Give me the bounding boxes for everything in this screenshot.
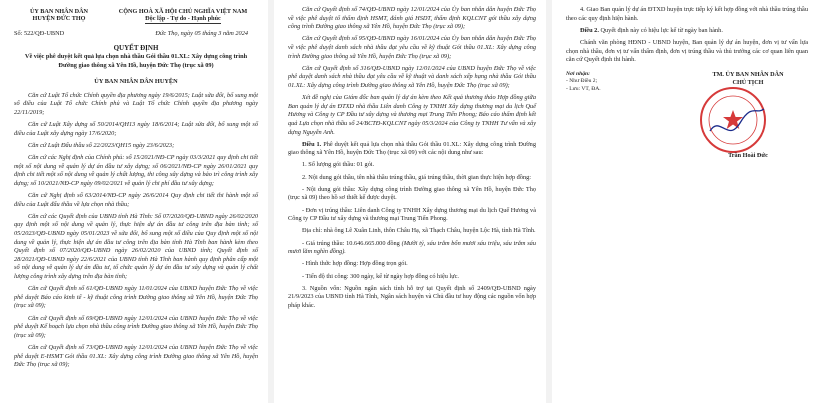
issuing-body: ỦY BAN NHÂN DÂN HUYỆN	[94, 78, 178, 86]
article-1-text: Phê duyệt kết quả lựa chọn nhà thầu Gói thầu 01.XL: Xây dựng công trình Đường giao thông xã Yên Hồ, huyện Đức Thọ (trục xã 09) với các nội dung như sau:	[288, 140, 536, 157]
article-item: - Tiến độ thi công: 300 ngày, kể từ ngày hợp đồng có hiệu lực.	[302, 272, 460, 280]
legal-basis-paragraph: Căn cứ các Nghị định của Chính phủ: số 15/2021/NĐ-CP ngày 03/3/2021 quy định chi tiết một số nội dung về quản lý dự án đầu tư xây dựng; số 06/2021/NĐ-CP ngày 26/01/2021 quy định chi tiết một số nội dung về quản lý chất lượng, thi công xây dựng và bảo trì công trình xây dựng; số 10/2021/NĐ-CP ngày 09/02/2021 về quản lý chi phí đầu tư xây dựng;	[14, 154, 258, 187]
national-motto	[108, 8, 258, 24]
legal-basis-paragraph: Căn cứ các Quyết định của UBND tỉnh Hà Tĩnh: Số 07/2020/QĐ-UBND ngày 26/02/2020 quy định một số nội dung về quản lý, thực hiện dự án đầu tư công trên địa bàn tỉnh; số 05/2023/QĐ-UBND ngày 05/01/2023 về sửa đổi, bổ sung một số điều của Quy định một số nội dung về quản lý, thực hiện dự án đầu tư công trên địa bàn tỉnh Hà Tĩnh ban hành kèm theo Quyết định số 07/2020/QĐ-UBND ngày 26/02/2020 của UBND tỉnh; Quyết định số 28/2021/QĐ-UBND ngày 22/6/2021 của UBND tỉnh Hà Tĩnh ban hành quy định phân cấp một số nội dung về quản lý dự án đầu tư, tổ chức quản lý dự án đầu tư xây dựng và quản lý chất lượng công trình xây dựng trên địa bàn tỉnh;	[14, 212, 258, 281]
article-item: - Hình thức hợp đồng: Hợp đồng trọn gói.	[302, 260, 408, 268]
legal-basis-paragraph: Căn cứ Quyết định số 73/QĐ-UBND ngày 12/01/2024 của UBND huyện Đức Thọ về việc phê duyệt E-HSMT Gói thầu 01.XL: Xây dựng công trình Đường giao thông xã Yên Hồ, huyện Đức Thọ (trục xã 09);	[14, 343, 258, 369]
article-2	[566, 27, 808, 36]
agency-line-1: ỦY BAN NHÂN DÂN	[29, 8, 89, 15]
agency-line-2: HUYỆN ĐỨC THỌ	[32, 15, 86, 23]
article-item: 1. Số lượng gói thầu: 01 gói.	[302, 161, 375, 169]
nation-line-2: Độc lập - Tự do - Hạnh phúc	[145, 15, 221, 23]
article-item: 4. Giao Ban quản lý dự án ĐTXD huyện trực tiếp ký kết hợp đồng với nhà thầu trúng thầu theo các quy định hiện hành.	[566, 6, 808, 22]
legal-basis-paragraph: Căn cứ Luật Xây dựng số 50/2014/QH13 ngày 18/6/2014; Luật sửa đổi, bổ sung một số điều của Luật xây dựng ngày 17/6/2020;	[14, 121, 258, 137]
signatory-role-2: CHỦ TỊCH	[732, 78, 764, 86]
official-stamp-icon	[698, 85, 768, 155]
article-item: - Nội dung gói thầu: Xây dựng công trình Đường giao thông xã Yên Hồ, huyện Đức Thọ (trục xã 09) theo hồ sơ thiết kế được duyệt.	[288, 185, 536, 202]
execution-paragraph: Chánh văn phòng HĐND - UBND huyện, Ban quản lý dự án huyện, đơn vị tư vấn lựa chọn nhà thầu, đơn vị tư vấn thẩm định, đơn vị trúng thầu và thủ trưởng các cơ quan liên quan căn cứ Quyết định thi hành.	[566, 38, 808, 64]
recipients-title: Nơi nhận:	[566, 70, 590, 77]
article-2-label: Điều 2.	[580, 26, 599, 34]
issuing-agency	[14, 8, 104, 24]
legal-basis-paragraph: Căn cứ Nghị định số 63/2014/NĐ-CP ngày 26/6/2014 Quy định chi tiết thi hành một số điều của Luật đấu thầu về lựa chọn nhà thầu;	[14, 192, 258, 208]
price-value: - Giá trúng thầu: 10.646.665.000 đồng	[302, 239, 400, 247]
legal-basis-paragraph: Căn cứ Quyết định số 61/QĐ-UBND ngày 11/01/2024 của UBND huyện Đức Thọ về việc phê duyệt Báo cáo kinh tế - kỹ thuật công trình Đường giao thông xã Yên Hồ, huyện Đức Thọ (trục xã 09);	[14, 285, 258, 310]
document-header	[14, 8, 258, 24]
legal-basis-paragraph: Căn cứ Luật Tổ chức Chính quyền địa phương ngày 19/6/2015; Luật sửa đổi, bổ sung một số điều của Luật Tổ chức Chính phủ và Luật Tổ chức Chính quyền địa phương ngày 22/11/2019;	[14, 91, 258, 116]
recipient-item: - Lưu: VT, ĐA.	[566, 85, 601, 92]
place-date: Đức Thọ, ngày 05 tháng 3 năm 2024	[155, 29, 248, 37]
signatory-name: Trần Hoài Đức	[728, 152, 768, 160]
article-item: 2. Nội dung gói thầu, tên nhà thầu trúng thầu, giá trúng thầu, thời gian thực hiện hợp đồng:	[302, 173, 532, 181]
article-item: - Đơn vị trúng thầu: Liên danh Công ty TNHH Xây dựng thương mại du lịch Quế Hương và Công ty CP Đầu tư xây dựng và thương mại Trung Tiến Phong.	[288, 206, 536, 223]
signature-block	[566, 71, 808, 160]
document-subject: Về việc phê duyệt kết quả lựa chọn nhà thầu Gói thầu 01.XL: Xây dựng công trình Đường giao thông xã Yên Hồ, huyện Đức Thọ (trục xã 09)	[24, 53, 248, 69]
signatory-role-1: TM. ỦY BAN NHÂN DÂN	[712, 70, 784, 78]
price-in-words: (Mười tỷ, sáu trăm bốn mươi sáu triệu, sáu trăm sáu mươi lăm nghìn đồng).	[288, 239, 536, 256]
document-page-1	[0, 0, 268, 403]
winning-price	[288, 240, 536, 257]
document-number: Số: 522/QĐ-UBND	[14, 29, 65, 37]
proposal-paragraph: Xét đề nghị của Giám đốc ban quản lý dự án kèm theo Kết quả thương thảo Hợp đồng giữa Ban quản lý dự án ĐTXD nhà thầu Liên danh Công ty TNHH Xây dựng thương mại du lịch Quế Hương và Công ty CP Đầu tư xây dựng và thương mại Trung Tiến Phong; Báo cáo thẩm định kết quả Lựa chọn nhà thầu số 24/BCTĐ-KQLCNT ngày 05/3/2024 của Công ty TNHH Tư vấn và xây dựng Nguyễn Anh.	[288, 94, 536, 136]
document-page-2	[274, 0, 546, 403]
recipients-list	[566, 71, 661, 160]
nation-line-1: CỘNG HOÀ XÃ HỘI CHỦ NGHĨA VIỆT NAM	[118, 8, 248, 15]
document-page-3	[552, 0, 820, 403]
article-item: Địa chỉ: nhà ông Lê Xuân Linh, thôn Châu Hạ, xã Thạch Châu, huyện Lộc Hà, tỉnh Hà Tĩnh.	[302, 227, 536, 235]
article-1	[288, 141, 536, 158]
document-kind: QUYẾT ĐỊNH	[113, 44, 159, 53]
legal-basis-paragraph: Căn cứ Quyết định số 69/QĐ-UBND ngày 12/01/2024 của UBND huyện Đức Thọ về việc phê duyệt Kế hoạch lựa chọn nhà thầu công trình Đường giao thông xã Yên Hồ, huyện Đức Thọ (trục xã 09);	[14, 314, 258, 339]
legal-basis-paragraph: Căn cứ Quyết định số 74/QĐ-UBND ngày 12/01/2024 của Ủy ban nhân dân huyện Đức Thọ về việc phê duyệt tổ thẩm định HSMT, đánh giá HSDT, thẩm định KQLCNT gói thầu xây dựng công trình Đường giao thông xã Yên Hồ, huyện Đức Thọ (trục xã 09);	[288, 6, 536, 31]
legal-basis-paragraph: Căn cứ Quyết định số 316/QĐ-UBND ngày 12/01/2024 của UBND huyện Đức Thọ về việc phê duyệt danh sách nhà thầu đạt yêu cầu về kỹ thuật và danh sách xếp hạng nhà thầu Gói thầu 01.XL: Xây dựng công trình Đường giao thông xã Yên Hồ, huyện Đức Thọ (trục xã 09);	[288, 64, 536, 89]
article-1-label: Điều 1.	[302, 140, 322, 148]
article-item: 3. Nguồn vốn: Nguồn ngân sách tỉnh hỗ trợ tại Quyết định số 2409/QĐ-UBND ngày 21/9/2023 của UBND tỉnh Hà Tĩnh, Ngân sách huyện và Chủ đầu tư huy động các nguồn vốn hợp pháp khác.	[288, 284, 536, 309]
recipient-item: - Như Điều 2;	[566, 78, 598, 85]
legal-basis-paragraph: Căn cứ Quyết định số 95/QĐ-UBND ngày 16/01/2024 của Ủy ban nhân dân huyện Đức Thọ về việc phê duyệt danh sách nhà thầu đạt yêu cầu về kỹ thuật Gói thầu 01.XL: Xây dựng công trình Đường giao thông xã Yên Hồ, huyện Đức Thọ (trục xã 09);	[288, 35, 536, 60]
legal-basis-paragraph: Căn cứ Luật Đấu thầu số 22/2023/QH15 ngày 23/6/2023;	[28, 141, 175, 149]
signatory	[688, 71, 808, 160]
article-2-text: Quyết định này có hiệu lực kể từ ngày ban hành.	[600, 26, 723, 34]
